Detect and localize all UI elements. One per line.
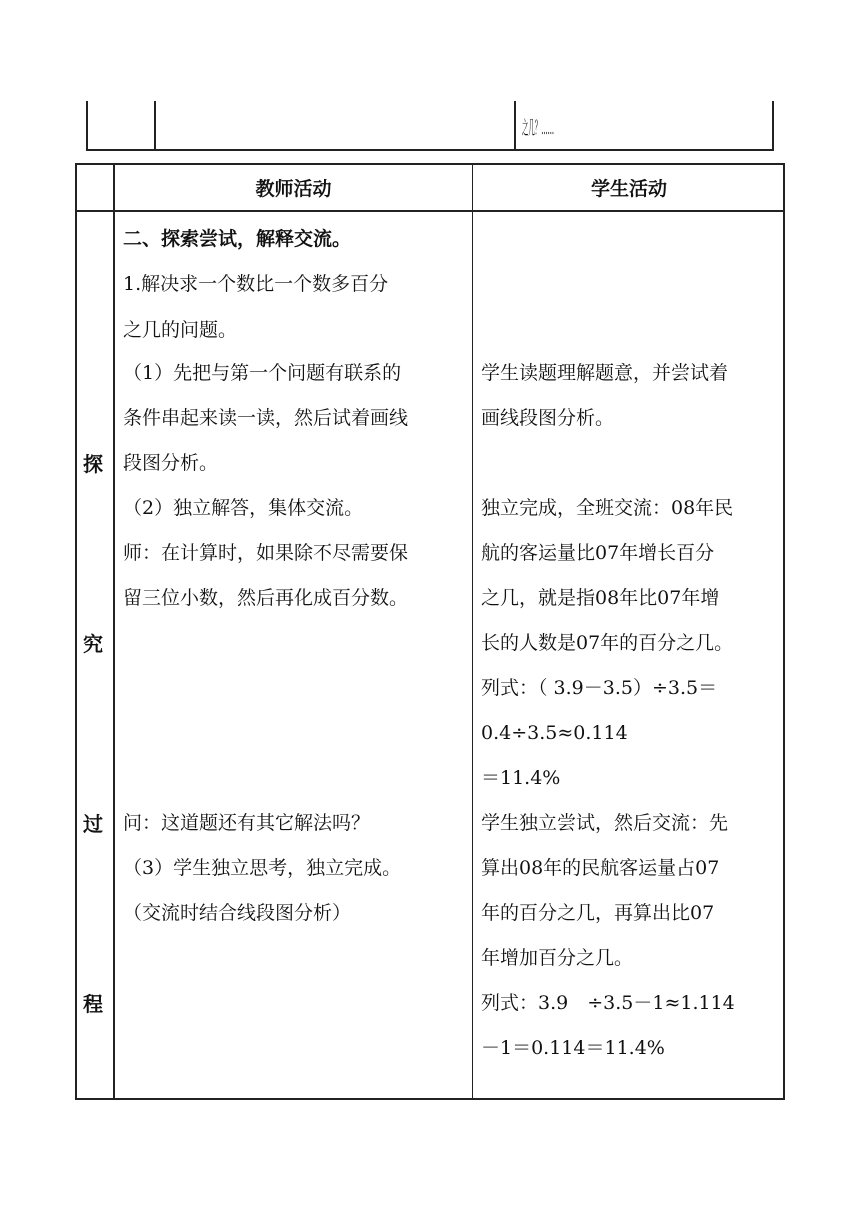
teacher-line: 之几的问题。 xyxy=(123,319,238,341)
student-line: 列式：（ 3.9－3.5）÷3.5＝ xyxy=(481,677,718,699)
cell-text: 之几？…… xyxy=(522,117,555,139)
table-border xyxy=(86,149,774,151)
header-teacher-activity: 教师活动 xyxy=(255,178,332,200)
side-label-char: 过 xyxy=(83,812,103,836)
student-line: 算出08年的民航客运量占07 xyxy=(481,857,720,879)
teacher-line: 1.解决求一个数比一个数多百分 xyxy=(123,273,389,295)
student-line: 0.4÷3.5≈0.114 xyxy=(481,722,628,744)
side-label-char: 程 xyxy=(83,992,103,1016)
teacher-line: （1）先把与第一个问题有联系的 xyxy=(123,362,402,384)
teacher-line: 留三位小数，然后再化成百分数。 xyxy=(123,587,409,609)
header-student-activity: 学生活动 xyxy=(590,178,667,200)
table-border xyxy=(75,210,785,212)
teacher-line: （交流时结合线段图分析） xyxy=(123,902,352,924)
student-line: 长的人数是07年的百分之几。 xyxy=(481,632,734,654)
previous-table-fragment xyxy=(86,101,774,151)
student-line: 之几，就是指08年比07年增 xyxy=(481,587,720,609)
teacher-line: 段图分析。 xyxy=(123,452,219,474)
student-line: 学生读题理解题意，并尝试着 xyxy=(481,362,729,384)
table-border xyxy=(472,163,473,1100)
teacher-line: 条件串起来读一读，然后试着画线 xyxy=(123,407,409,429)
table-border xyxy=(113,163,115,1100)
student-line: －1＝0.114＝11.4% xyxy=(481,1037,665,1059)
table-border xyxy=(514,101,516,151)
student-line: ＝11.4% xyxy=(481,767,561,789)
student-line: 列式：3.9 ÷3.5－1≈1.114 xyxy=(481,992,735,1014)
side-label-char: 究 xyxy=(83,632,103,656)
teacher-line: 问：这道题还有其它解法吗？ xyxy=(123,812,371,834)
student-line: 航的客运量比07年增长百分 xyxy=(481,542,715,564)
student-line: 独立完成，全班交流：08年民 xyxy=(481,497,734,519)
teacher-line: （2）独立解答，集体交流。 xyxy=(123,497,364,519)
teacher-line: 二、探索尝试，解释交流。 xyxy=(123,228,352,250)
teacher-line: 师：在计算时，如果除不尽需要保 xyxy=(123,542,409,564)
table-border xyxy=(86,101,88,151)
student-line: 学生独立尝试，然后交流：先 xyxy=(481,812,729,834)
table-border xyxy=(154,101,156,151)
teacher-line: （3）学生独立思考，独立完成。 xyxy=(123,857,402,879)
student-line: 画线段图分析。 xyxy=(481,407,615,429)
student-line: 年的百分之几，再算出比07 xyxy=(481,902,715,924)
side-label-char: 探 xyxy=(83,452,103,476)
table-border xyxy=(772,101,774,151)
student-line: 年增加百分之几。 xyxy=(481,947,634,969)
